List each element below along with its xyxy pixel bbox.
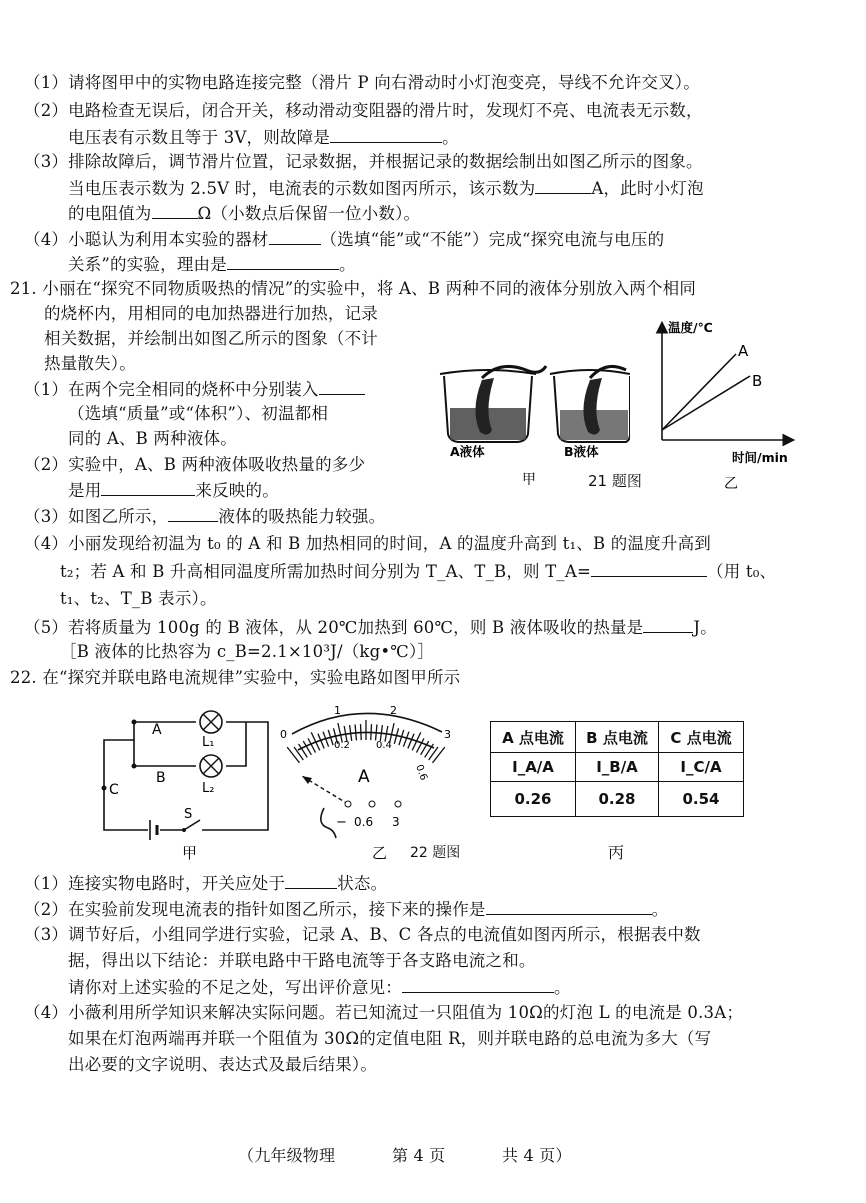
q21-part4-line2: t₂；若 A 和 B 升高相同温度所需加热时间分别为 T_A、T_B，则 T_A= （用 t₀、	[60, 562, 777, 581]
q21-stem-line1: 21. 小丽在“探究不同物质吸热的情况”的实验中，将 A、B 两种不同的液体分别放入两个相同	[10, 279, 697, 298]
switch-s	[182, 820, 202, 834]
fig21-yi: 乙	[724, 476, 738, 492]
value-c: 0.54	[659, 782, 744, 817]
value-a: 0.26	[491, 782, 576, 817]
beaker-a-label: A液体	[450, 444, 485, 459]
q22-part3-line3: 请你对上述实验的不足之处，写出评价意见： 。	[68, 978, 571, 997]
q21-graph	[640, 312, 800, 492]
table-row	[491, 722, 744, 753]
q21-part5-line1: （5）若将质量为 100g 的 B 液体，从 20℃加热到 60℃，则 B 液体吸收的热量是 J。	[24, 618, 717, 637]
fig21-jia: 甲	[522, 472, 536, 488]
scale-top-1: 1	[334, 704, 341, 717]
header-c: C 点电流	[659, 722, 744, 753]
answer-blank[interactable]	[330, 126, 442, 143]
answer-blank[interactable]	[285, 872, 337, 889]
q21-stem-line2: 的烧杯内，用相同的电加热器进行加热，记录	[44, 304, 378, 323]
line-b-label: B	[752, 372, 763, 390]
q20-part1: （1）请将图甲中的实物电路连接完整（滑片 P 向右滑动时小灯泡变亮，导线不允许交叉）。	[24, 73, 700, 92]
q22-part4-line2: 如果在灯泡两端再并联一个阻值为 30Ω的定值电阻 R，则并联电路的总电流为多大（写	[68, 1029, 712, 1048]
q21-part2-line2: 是用 来反映的。	[68, 481, 279, 500]
beaker-a	[440, 366, 546, 442]
q22-part3-line2: 据，得出以下结论：并联电路中干路电流等于各支路电流之和。	[68, 951, 536, 970]
x-axis-label: 时间/min	[732, 450, 788, 465]
footer-page: 第 4 页	[392, 1146, 446, 1165]
y-axis-label: 温度/℃	[668, 320, 713, 335]
lead-wire	[321, 808, 336, 838]
q21-stem-line3: 相关数据，并绘制出如图乙所示的图象（不计	[44, 329, 378, 348]
q21-stem-line4: 热量散失）。	[44, 354, 136, 373]
unit-b: I_B/A	[576, 753, 659, 782]
q22-ammeter	[276, 698, 456, 860]
q20-part3-line1: （3）排除故障后，调节滑片位置，记录数据，并根据记录的数据绘制出如图乙所示的图象。	[24, 152, 703, 171]
point-c: C	[109, 782, 119, 798]
point-a: A	[152, 722, 162, 738]
beaker-b-label: B液体	[564, 444, 599, 459]
answer-blank[interactable]	[227, 253, 339, 270]
unit-c: I_C/A	[659, 753, 744, 782]
scale-tick	[355, 724, 356, 740]
terminal-3: 3	[392, 815, 400, 829]
scale-top-3: 3	[444, 728, 451, 741]
q20-part3-line3: 的电阻值为 Ω（小数点后保留一位小数）。	[68, 204, 421, 223]
q22-part1: （1）连接实物电路时，开关应处于 状态。	[24, 874, 388, 893]
q21-part3: （3）如图乙所示， 液体的吸热能力较强。	[24, 507, 386, 526]
battery	[148, 820, 160, 840]
answer-blank[interactable]	[486, 898, 652, 915]
q21-part1-line2: （选填“质量”或“体积”）、初温都相	[68, 404, 329, 423]
scale-tick	[361, 724, 362, 740]
answer-blank[interactable]	[101, 479, 195, 496]
answer-blank[interactable]	[152, 202, 198, 219]
footer-subject: （九年级物理	[238, 1146, 336, 1165]
q21-part4-line1: （4）小丽发现给初温为 t₀ 的 A 和 B 加热相同的时间，A 的温度升高到 t₁、B 的温度升高到	[24, 534, 711, 553]
q21-beakers-figure	[430, 350, 630, 490]
answer-blank[interactable]	[319, 378, 365, 395]
q20-part2-line2: 电压表有示数且等于 3V，则故障是 。	[68, 128, 459, 147]
q22-part2: （2）在实验前发现电流表的指针如图乙所示，接下来的操作是 。	[24, 900, 669, 919]
header-a: A 点电流	[491, 722, 576, 753]
q20-part2-line1: （2）电路检查无误后，闭合开关，移动滑动变阻器的滑片时，发现灯不亮、电流表无示数，	[24, 101, 703, 120]
answer-blank[interactable]	[402, 976, 554, 993]
q20-part3-line2: 当电压表示数为 2.5V 时，电流表的示数如图丙所示，该示数为 A，此时小灯泡	[68, 179, 704, 198]
header-b: B 点电流	[576, 722, 659, 753]
q22-data-table	[490, 721, 744, 817]
line-a-label: A	[738, 342, 749, 360]
q21-part4-line3: t₁、t₂、T_B 表示）。	[60, 589, 217, 608]
scale-tick	[408, 734, 414, 749]
table-row	[491, 782, 744, 817]
q22-part4-line1: （4）小薇利用所学知识来解决实际问题。若已知流过一只阻值为 10Ω的灯泡 L 的电流是 0.3A；	[24, 1003, 744, 1022]
q20-part4-line2: 关系”的实验，理由是 。	[68, 255, 356, 274]
label-l1: L₁	[202, 735, 215, 750]
scale-bottom-02: 0.2	[334, 740, 350, 751]
ammeter-letter: A	[358, 767, 370, 787]
q21-part1-line3: 同的 A、B 两种液体。	[68, 429, 237, 448]
fig22-caption: 22 题图	[410, 845, 461, 861]
answer-blank[interactable]	[168, 505, 218, 522]
q20-part4-line1: （4）小聪认为利用本实验的器材 （选填“能”或“不能”）完成“探究电流与电压的	[24, 230, 665, 249]
lamp-l2	[200, 755, 222, 777]
unit-a: I_A/A	[491, 753, 576, 782]
fig22-jia: 甲	[182, 844, 198, 860]
terminal-06: 0.6	[354, 815, 374, 829]
scale-tick	[376, 724, 377, 740]
answer-blank[interactable]	[643, 616, 693, 633]
scale-tick	[287, 747, 299, 763]
fig21-caption: 21 题图	[588, 472, 642, 490]
fig22-bing: 丙	[608, 843, 625, 862]
scale-top-2: 2	[390, 704, 397, 717]
label-s: S	[184, 807, 193, 822]
scale-top-0: 0	[280, 728, 287, 741]
terminal-neg: −	[336, 815, 347, 830]
answer-blank[interactable]	[535, 177, 591, 194]
ammeter-scale	[287, 713, 445, 762]
q22-circuit	[96, 700, 286, 860]
answer-blank[interactable]	[591, 560, 707, 577]
lamp-l1	[200, 711, 222, 733]
q22-part3-line1: （3）调节好后，小组同学进行实验，记录 A、B、C 各点的电流值如图丙所示，根据表中数	[24, 925, 701, 944]
q21-part1-line1: （1）在两个完全相同的烧杯中分别装入	[24, 378, 365, 401]
label-l2: L₂	[202, 781, 215, 796]
q22-part4-line3: 出必要的文字说明、表达式及最后结果）。	[68, 1055, 378, 1074]
scale-bottom-06: 0.6	[413, 763, 429, 782]
scale-tick	[371, 724, 372, 740]
q22-stem: 22. 在“探究并联电路电流规律”实验中，实验电路如图甲所示	[10, 668, 461, 687]
q21-part5-line2: ［B 液体的比热容为 c_B=2.1×10³J/（kg•℃）］	[60, 642, 435, 661]
value-b: 0.28	[576, 782, 659, 817]
q21-part2-line1: （2）实验中，A、B 两种液体吸收热量的多少	[24, 455, 366, 474]
beaker-b	[550, 366, 630, 442]
answer-blank[interactable]	[269, 228, 321, 245]
scale-tick	[432, 747, 444, 763]
fig22-yi: 乙	[372, 844, 388, 860]
scale-bottom-04: 0.4	[376, 740, 392, 751]
table-row	[491, 753, 744, 782]
point-b: B	[156, 770, 166, 786]
footer-total: 共 4 页）	[502, 1146, 572, 1165]
